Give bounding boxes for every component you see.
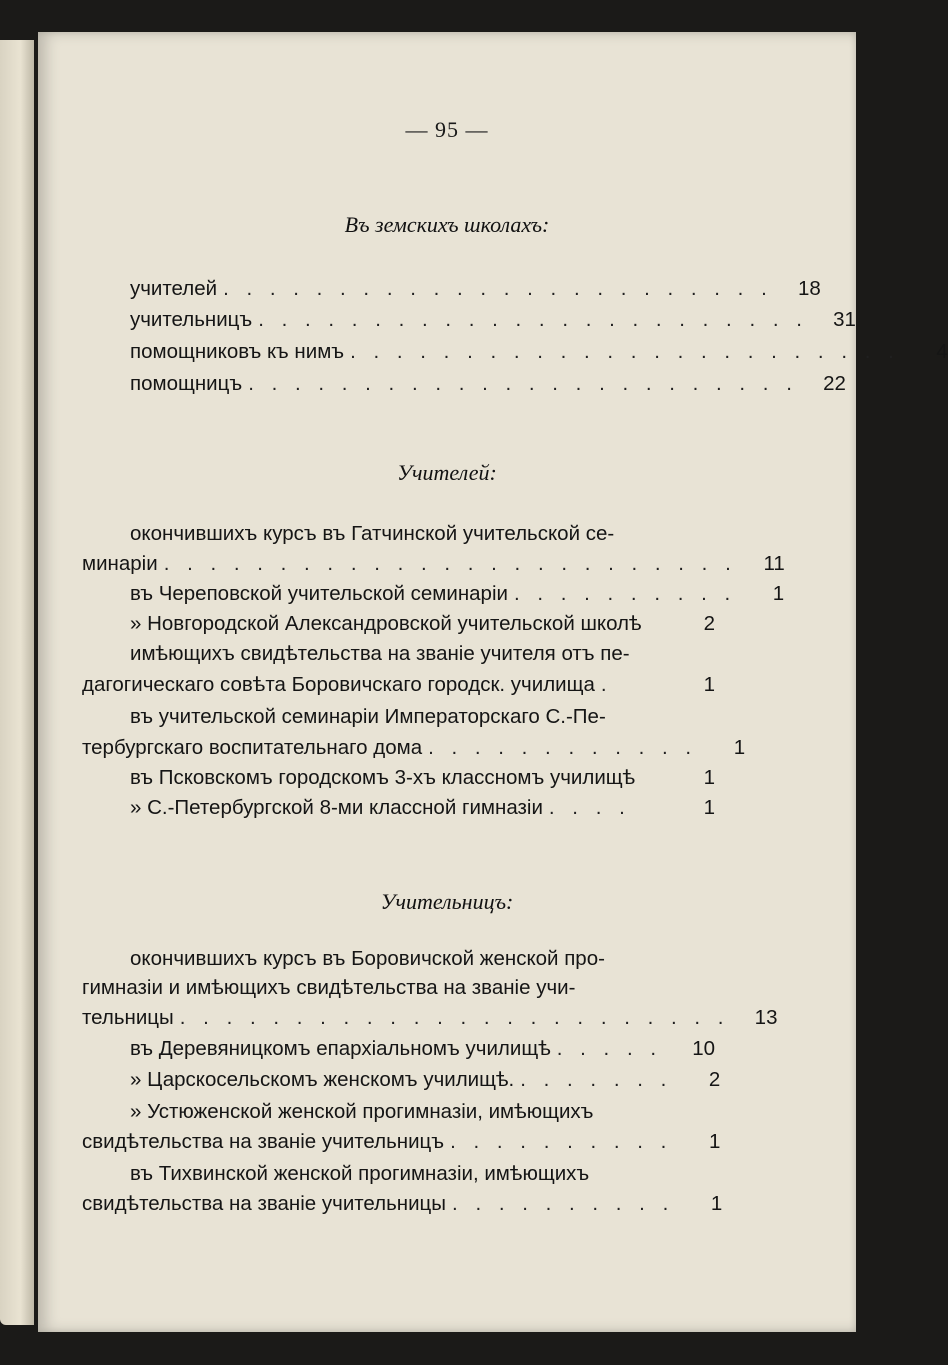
adjacent-page-edge (0, 40, 34, 1325)
list-item: учителей . . . . . . . . . . . . . . . . . . . . . . . . 18 (130, 277, 821, 300)
list-item: свидѣтельства на званіе учительницы . . . . . . . . . . 1 (82, 1192, 723, 1215)
list-item: свидѣтельства на званіе учительницъ . . . . . . . . . . 1 (82, 1130, 721, 1153)
list-item: въ учительской семинаріи Императорскаго С.-Пе- (130, 705, 606, 728)
list-item: въ Псковскомъ городскомъ 3-хъ классномъ училищѣ 1 (130, 766, 715, 789)
list-item: » Новгородской Александровской учительской школѣ 2 (130, 612, 715, 635)
list-item: въ Череповской учительской семинаріи . . . . . . . . . . 1 (130, 582, 785, 605)
list-item: дагогическаго совѣта Боровичскаго городск. училища . 1 (82, 673, 715, 696)
heading-uchitelnits: Учительницъ: (380, 889, 514, 914)
list-item: въ Тихвинской женской прогимназіи, имѣющихъ (130, 1162, 590, 1185)
list-item: окончившихъ курсъ въ Гатчинской учительской се- (130, 522, 615, 545)
list-item: помощниковъ къ нимъ . . . . . . . . . . . . . . . . . . . . . . . . 4 (130, 340, 948, 363)
list-item: окончившихъ курсъ въ Боровичской женской про- (130, 947, 605, 970)
list-item: учительницъ . . . . . . . . . . . . . . . . . . . . . . . . 31 (130, 308, 856, 331)
heading-uchitelei: Учителей: (397, 460, 497, 485)
list-item: минаріи . . . . . . . . . . . . . . . . . . . . . . . . . 11 (82, 552, 785, 575)
list-item: имѣющихъ свидѣтельства на званіе учителя отъ пе- (130, 642, 630, 665)
page-number: — 95 — (405, 117, 489, 142)
book-page (38, 32, 948, 1332)
list-item: » С.-Петербургской 8-ми классной гимназіи . . . . 1 (130, 796, 715, 819)
list-item: » Царскосельскомъ женскомъ училищѣ. . . . . . . . 2 (130, 1068, 721, 1091)
list-item: помощницъ . . . . . . . . . . . . . . . . . . . . . . . . 22 (130, 372, 846, 395)
heading-zemskie: Въ земскихъ школахъ: (344, 212, 550, 237)
list-item: въ Деревяницкомъ епархіальномъ училищѣ . . . . . 10 (130, 1037, 715, 1060)
list-item: » Устюженской женской прогимназіи, имѣющихъ (130, 1100, 594, 1123)
list-item: тельницы . . . . . . . . . . . . . . . . . . . . . . . . 13 (82, 1006, 778, 1029)
list-item: тербургскаго воспитательнаго дома . . . . . . . . . . . . 1 (82, 736, 746, 759)
list-item: гимназіи и имѣющихъ свидѣтельства на званіе учи- (82, 976, 576, 999)
